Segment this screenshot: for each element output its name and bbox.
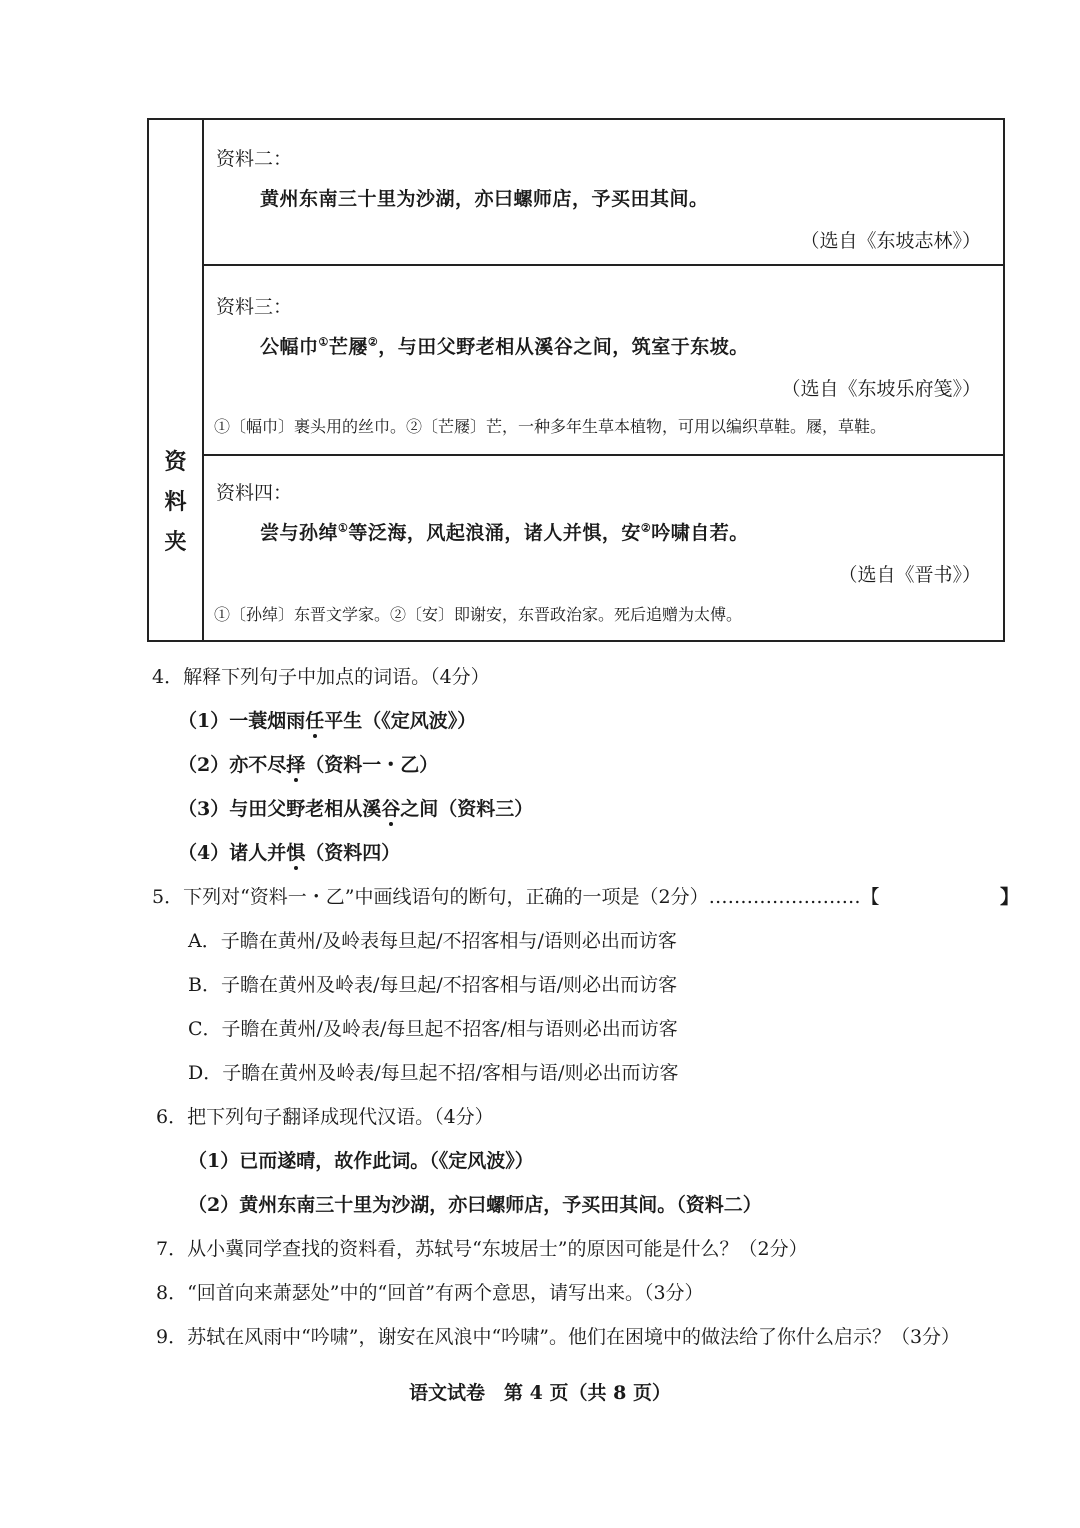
question-7: 7．从小冀同学查找的资料看，苏轼号“东坡居士”的原因可能是什么？（2分） bbox=[156, 1238, 808, 1260]
question-6-item-1: （1）已而遂晴，故作此词。（《定风波》） bbox=[188, 1150, 534, 1172]
material-two-source: （选自《东坡志林》） bbox=[800, 230, 981, 252]
question-6-item-2: （2）黄州东南三十里为沙湖，亦曰螺师店，予买田其间。（资料二） bbox=[188, 1194, 762, 1216]
page-footer: 语文试卷 第 4 页（共 8 页） bbox=[409, 1382, 671, 1404]
material-box bbox=[147, 118, 1005, 642]
material-three-title: 资料三： bbox=[216, 296, 293, 318]
material-four bbox=[204, 456, 1003, 642]
question-4-item: （2）亦不尽择（资料一・乙） bbox=[178, 754, 439, 776]
question-4-item: （3）与田父野老相从溪谷之间（资料三） bbox=[178, 798, 534, 820]
material-four-text: 尝与孙绰①等泛海，风起浪涌，诸人并惧，安②吟啸自若。 bbox=[260, 521, 749, 544]
question-8: 8．“回首向来萧瑟处”中的“回首”有两个意思，请写出来。（3分） bbox=[156, 1282, 704, 1304]
question-4-item: （1）一蓑烟雨任平生（《定风波》） bbox=[178, 710, 477, 732]
material-three-note: ①〔幅巾〕裹头用的丝巾。②〔芒屦〕芒，一种多年生草本植物，可用以编织草鞋。屦，草鞋。 bbox=[214, 417, 887, 436]
material-four-title: 资料四： bbox=[216, 482, 293, 504]
answer-bracket-close: 】 bbox=[1000, 886, 1020, 908]
material-four-note: ①〔孙绰〕东晋文学家。②〔安〕即谢安，东晋政治家。死后追赠为太傅。 bbox=[214, 605, 743, 624]
question-5-option-c: C．子瞻在黄州/及岭表/每旦起不招客/相与语则必出而访客 bbox=[188, 1018, 678, 1040]
question-5-stem: 5．下列对“资料一・乙”中画线语句的断句，正确的一项是（2分）……………………【 bbox=[152, 886, 880, 908]
material-side-column bbox=[149, 120, 204, 640]
material-two-text: 黄州东南三十里为沙湖，亦曰螺师店，予买田其间。 bbox=[260, 188, 709, 210]
material-three-text: 公幅巾①芒屦②，与田父野老相从溪谷之间，筑室于东坡。 bbox=[260, 335, 749, 358]
question-5-option-d: D．子瞻在黄州及岭表/每旦起不招/客相与语/则必出而访客 bbox=[188, 1062, 679, 1084]
question-4-stem: 4．解释下列句子中加点的词语。（4分） bbox=[152, 666, 490, 688]
question-5-option-b: B．子瞻在黄州及岭表/每旦起/不招客相与语/则必出而访客 bbox=[188, 974, 678, 996]
material-folder-label: 资 料 夹 bbox=[164, 449, 187, 555]
question-5-option-a: A．子瞻在黄州/及岭表每旦起/不招客相与/语则必出而访客 bbox=[188, 930, 677, 952]
material-three-source: （选自《东坡乐府笺》） bbox=[781, 378, 981, 400]
material-two bbox=[204, 120, 1003, 266]
material-two-title: 资料二： bbox=[216, 148, 293, 170]
question-4-item: （4）诸人并惧（资料四） bbox=[178, 842, 401, 864]
question-6-stem: 6．把下列句子翻译成现代汉语。（4分） bbox=[156, 1106, 494, 1128]
material-four-source: （选自《晋书》） bbox=[838, 564, 981, 586]
material-three bbox=[204, 266, 1003, 456]
question-9: 9．苏轼在风雨中“吟啸”，谢安在风浪中“吟啸”。他们在困境中的做法给了你什么启示？（3分） bbox=[156, 1326, 961, 1348]
